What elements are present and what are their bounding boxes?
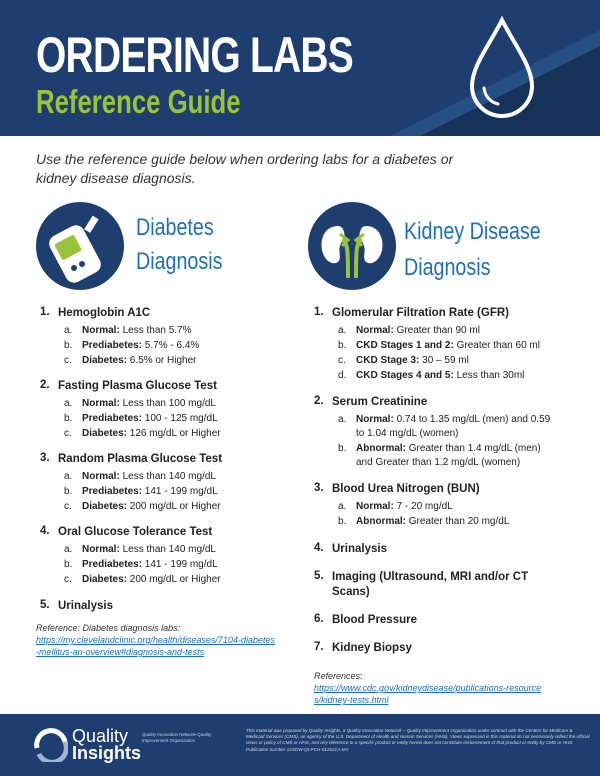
list-item: 1. Glomerular Filtration Rate (GFR) a. Normal: Greater than 90 ml b. CKD Stages 1 and 2: Greater than 60 ml c. CKD Stage 3: 30 – 59 ml d. CKD Stages 4 and 5: Less than 30ml [314,306,564,383]
kidneys-icon [308,202,396,290]
lab-name: Fasting Plasma Glucose Test [58,380,217,392]
list-item: b. Prediabetes: 141 - 199 mg/dL [64,486,218,497]
kidney-title-line2: Diagnosis [404,254,491,281]
lab-name: Blood Pressure [332,614,417,626]
list-item: b. CKD Stages 1 and 2: Greater than 60 ml [338,340,540,351]
list-item: a. Normal: Less than 5.7% [64,325,192,336]
quality-insights-logo-icon [34,728,68,762]
kidney-reference-link[interactable]: https://www.cdc.gov/kidneydisease/publications-resources/kidney-tests.html [314,683,542,705]
list-item: 7. Kidney Biopsy [314,641,564,656]
kidney-lab-list [314,306,564,656]
diabetes-title-line1: Diabetes [136,214,214,241]
list-item: c. Diabetes: 200 mg/dL or Higher [64,501,221,512]
list-item: 5. Imaging (Ultrasound, MRI and/or CT Scans) [314,570,560,600]
list-item: a. Normal: 7 - 20 mg/dL [338,501,453,512]
lab-name: Glomerular Filtration Rate (GFR) [332,307,509,319]
list-item: d. CKD Stages 4 and 5: Less than 30ml [338,370,525,381]
lab-name: Random Plasma Glucose Test [58,453,223,465]
lab-name: Serum Creatinine [332,396,428,408]
kidney-reference: References: https://www.cdc.gov/kidneydisease/publications-resources/kidney-tests.html [314,671,542,705]
footer-logo-text: Quality Insights [72,726,142,763]
list-item: 2. Fasting Plasma Glucose Test a. Normal: Less than 100 mg/dL b. Prediabetes: 100 - 125 mg/dL c. Diabetes: 126 mg/dL or Higher [40,379,290,441]
list-item: 3. Blood Urea Nitrogen (BUN) a. Normal: 7 - 20 mg/dL b. Abnormal: Greater than 20 mg/dL [314,482,564,529]
list-item: 6. Blood Pressure [314,613,564,628]
lab-name: Oral Glucose Tolerance Test [58,526,213,538]
footer [0,714,600,776]
intro-text: Use the reference guide below when ordering labs for a diabetes or kidney disease diagnosis. [36,151,454,186]
list-item: c. Diabetes: 6.5% or Higher [64,355,197,366]
diabetes-lab-list [40,306,290,614]
list-item: a. Normal: Less than 140 mg/dL [64,471,216,482]
water-drop-icon [462,14,542,124]
list-item: b. Abnormal: Greater than 20 mg/dL [338,516,510,527]
diabetes-title-line2: Diagnosis [136,248,223,275]
diabetes-reference-link[interactable]: https://my.clevelandclinic.org/health/diseases/7104-diabetes-mellitus-an-overview#diagnosis-and-tests [36,635,275,657]
list-item: 3. Random Plasma Glucose Test a. Normal: Less than 140 mg/dL b. Prediabetes: 141 - 199 mg/dL c. Diabetes: 200 mg/dL or Higher [40,452,290,514]
list-item: 2. Serum Creatinine a. Normal: 0.74 to 1.35 mg/dL (men) and 0.59 to 1.04 mg/dL (women) b. Abnormal: Greater than 1.4 mg/dL (men) and Greater than 1.2 mg/dL (women) [314,395,564,470]
list-item: b. Abnormal: Greater than 1.4 mg/dL (men) and Greater than 1.2 mg/dL (women) [338,443,541,468]
page-title: ORDERING LABS [36,27,354,83]
lab-name: Kidney Biopsy [332,642,412,654]
lab-name: Urinalysis [58,600,113,612]
list-item: a. Normal: Less than 140 mg/dL [64,544,216,555]
glucose-meter-icon [36,202,124,290]
lab-name: Imaging (Ultrasound, MRI and/or CT Scans) [332,571,529,598]
list-item: b. Prediabetes: 5.7% - 6.4% [64,340,200,351]
diabetes-reference: Reference: Diabetes diagnosis labs: https://my.clevelandclinic.org/health/diseases/7104-diabetes-mellitus-an-overview#diagnosis-and-tests [36,623,275,657]
kidney-title-line1: Kidney Disease [404,218,541,245]
footer-logo-subtext: Quality Innovation Network-Quality Improvement Organization [142,732,212,743]
lab-name: Urinalysis [332,543,387,555]
lab-name: Hemoglobin A1C [58,307,151,319]
page-subtitle: Reference Guide [36,83,241,120]
list-item: c. CKD Stage 3: 30 – 59 ml [338,355,469,366]
list-item: a. Normal: 0.74 to 1.35 mg/dL (men) and 0.59 to 1.04 mg/dL (women) [338,414,551,439]
list-item: 1. Hemoglobin A1C a. Normal: Less than 5.7% b. Prediabetes: 5.7% - 6.4% c. Diabetes: 6.5% or Higher [40,306,290,368]
list-item: a. Normal: Greater than 90 ml [338,325,480,336]
list-item: 5. Urinalysis [40,599,290,614]
list-item: a. Normal: Less than 100 mg/dL [64,398,216,409]
list-item: b. Prediabetes: 141 - 199 mg/dL [64,559,218,570]
list-item: b. Prediabetes: 100 - 125 mg/dL [64,413,218,424]
list-item: 4. Oral Glucose Tolerance Test a. Normal: Less than 140 mg/dL b. Prediabetes: 141 - 199 mg/dL c. Diabetes: 200 mg/dL or Higher [40,525,290,587]
lab-name: Blood Urea Nitrogen (BUN) [332,483,480,495]
list-item: 4. Urinalysis [314,542,564,557]
list-item: c. Diabetes: 126 mg/dL or Higher [64,428,221,439]
header-banner [0,0,600,136]
footer-disclaimer: This material was prepared by Quality Insights, a Quality Innovation Network – Quality Improvement Organization under contract with the Centers for Medicare & Medicaid Services (CMS), an agency of the U.S. Department of Health and Human Services (HHS). Views expressed in this material do not necessarily reflect the official views or policy of CMS or HHS, and any reference to a specific product or entity herein does not constitute endorsement of that product or entity by CMS or HHS. Publication number 12SOW-QI-PCH-012621A-MV [246,728,590,752]
list-item: c. Diabetes: 200 mg/dL or Higher [64,574,221,585]
